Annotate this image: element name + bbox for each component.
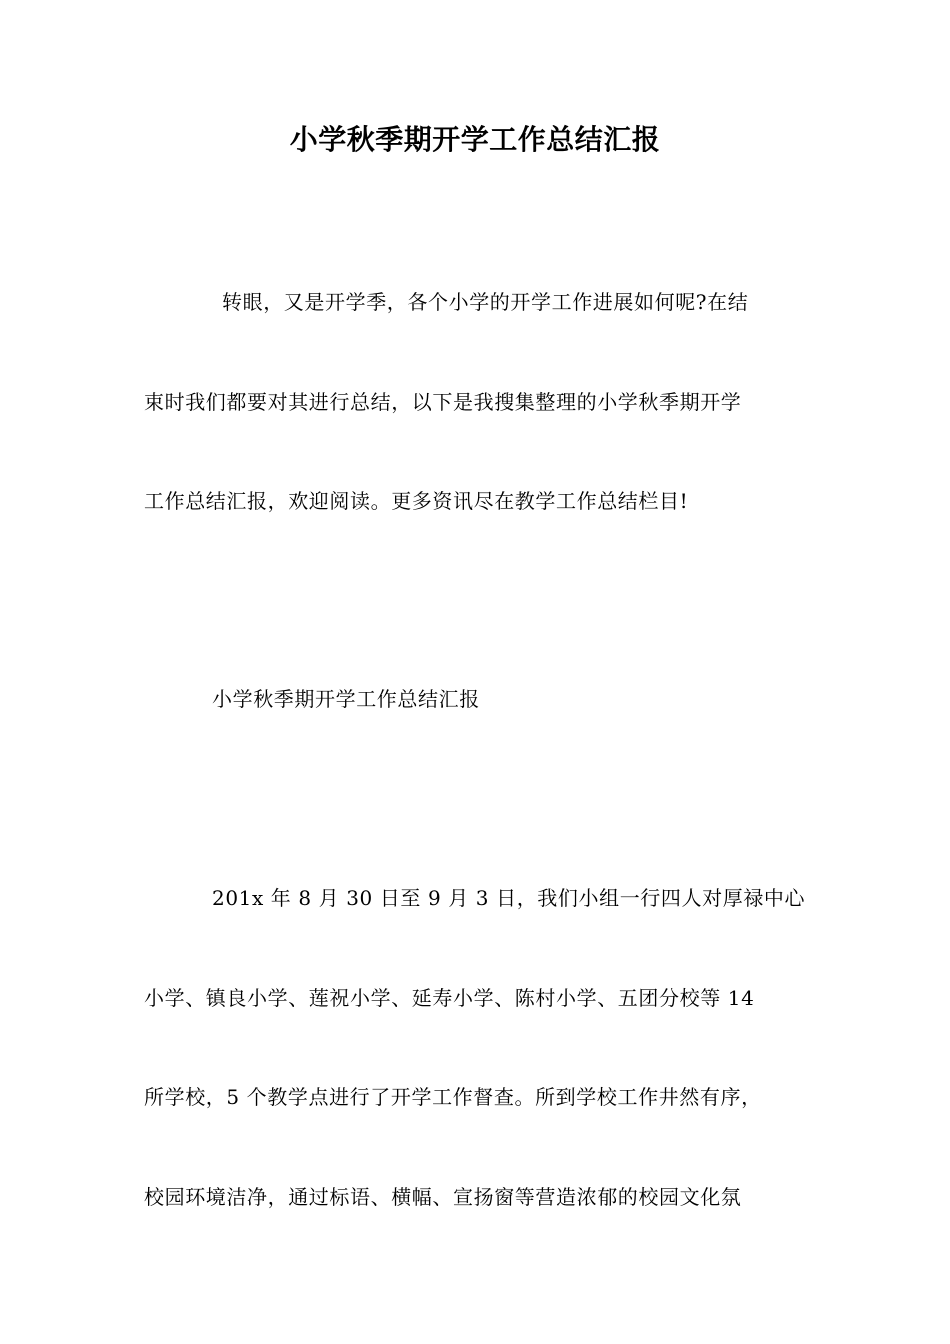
body-line: 所学校，5 个教学点进行了开学工作督查。所到学校工作井然有序， — [144, 1085, 762, 1109]
intro-line: 束时我们都要对其进行总结，以下是我搜集整理的小学秋季期开学 — [144, 390, 742, 414]
document-title: 小学秋季期开学工作总结汇报 — [289, 123, 661, 156]
section-subtitle: 小学秋季期开学工作总结汇报 — [212, 687, 480, 711]
body-line: 校园环境洁净，通过标语、横幅、宣扬窗等营造浓郁的校园文化氛 — [144, 1185, 742, 1209]
body-line: 小学、镇良小学、莲祝小学、延寿小学、陈村小学、五团分校等 14 — [144, 986, 755, 1010]
body-line: 201x 年 8 月 30 日至 9 月 3 日，我们小组一行四人对厚禄中心 — [212, 886, 806, 910]
intro-line: 工作总结汇报，欢迎阅读。更多资讯尽在教学工作总结栏目! — [144, 489, 689, 513]
intro-line: 转眼，又是开学季，各个小学的开学工作进展如何呢?在结 — [222, 290, 749, 314]
